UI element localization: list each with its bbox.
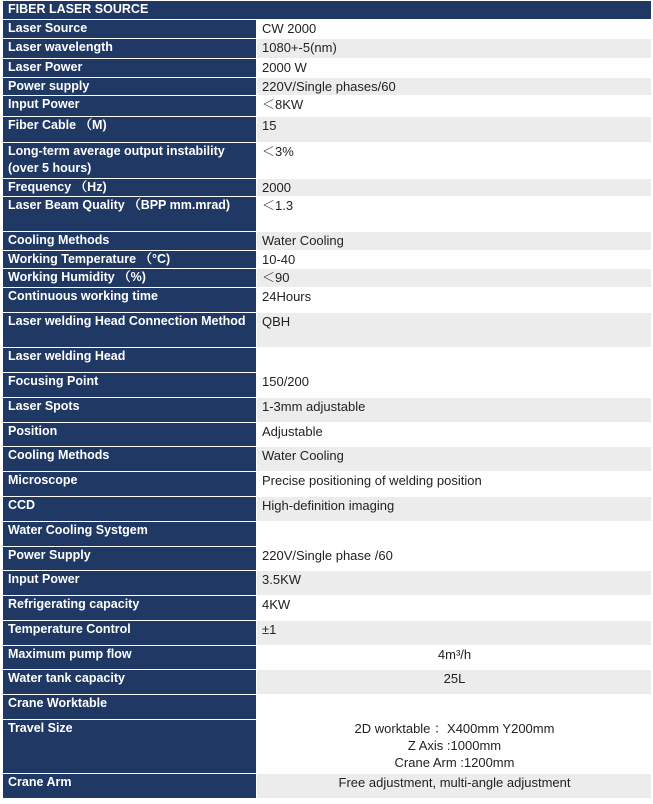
spec-label: Cooling Methods	[3, 447, 257, 472]
spec-label: Laser welding Head Connection Method	[3, 313, 257, 348]
spec-row	[3, 621, 652, 646]
spec-label: Input Power	[3, 96, 257, 117]
spec-value: 10-40	[257, 251, 652, 269]
spec-value: QBH	[257, 313, 652, 348]
section-filler	[257, 348, 652, 373]
spec-row	[3, 313, 652, 348]
spec-value: 4m³/h	[257, 646, 652, 670]
spec-row	[3, 288, 652, 313]
spec-value-line: Z Axis :1000mm	[407, 738, 502, 753]
title-row	[3, 1, 652, 20]
spec-value: Precise positioning of welding position	[257, 472, 652, 497]
spec-row	[3, 373, 652, 398]
spec-row	[3, 547, 652, 571]
spec-value: 2000 W	[257, 59, 652, 78]
spec-row	[3, 20, 652, 39]
spec-value: 220V/Single phases/60	[257, 78, 652, 96]
spec-label: Microscope	[3, 472, 257, 497]
spec-label: Working Humidity （%)	[3, 269, 257, 288]
spec-label: Power Supply	[3, 547, 257, 571]
spec-label: Long-term average output instability (over 5 hours)	[3, 143, 257, 179]
spec-row	[3, 39, 652, 59]
spec-value: ±1	[257, 621, 652, 646]
spec-table	[2, 0, 652, 799]
spec-row	[3, 269, 652, 288]
spec-row	[3, 96, 652, 117]
spec-value-line: Crane Arm :1200mm	[394, 755, 515, 770]
spec-label: Position	[3, 423, 257, 447]
spec-row	[3, 423, 652, 447]
section-row	[3, 695, 652, 720]
spec-label: Laser Spots	[3, 398, 257, 423]
spec-value: 3.5KW	[257, 571, 652, 596]
spec-row	[3, 447, 652, 472]
section-filler	[257, 695, 652, 720]
section-title: Laser welding Head	[3, 348, 257, 373]
spec-value: 220V/Single phase /60	[257, 547, 652, 571]
spec-row	[3, 197, 652, 232]
spec-label: Laser wavelength	[3, 39, 257, 59]
spec-row	[3, 59, 652, 78]
spec-value	[257, 720, 652, 774]
spec-value-line: 2D worktable ：X400mm Y200mm	[354, 721, 555, 736]
spec-label: Focusing Point	[3, 373, 257, 398]
spec-value: Adjustable	[257, 423, 652, 447]
spec-row	[3, 670, 652, 695]
spec-value: 4KW	[257, 596, 652, 621]
spec-value: 2000	[257, 179, 652, 197]
spec-row	[3, 472, 652, 497]
spec-label: Frequency （Hz)	[3, 179, 257, 197]
spec-row	[3, 251, 652, 269]
spec-row	[3, 78, 652, 96]
spec-label: Power supply	[3, 78, 257, 96]
section-title: Water Cooling Systgem	[3, 522, 257, 547]
spec-label: Continuous working time	[3, 288, 257, 313]
spec-row	[3, 497, 652, 522]
spec-value: Free adjustment, multi-angle adjustment	[257, 774, 652, 799]
spec-label: Laser Power	[3, 59, 257, 78]
spec-value: ＜3%	[257, 143, 652, 179]
spec-value: 1-3mm adjustable	[257, 398, 652, 423]
spec-value: 24Hours	[257, 288, 652, 313]
section-row	[3, 522, 652, 547]
table-title: FIBER LASER SOURCE	[3, 1, 652, 20]
spec-row	[3, 571, 652, 596]
spec-row	[3, 646, 652, 670]
spec-label: Maximum pump flow	[3, 646, 257, 670]
spec-value: ＜1.3	[257, 197, 652, 232]
spec-row	[3, 117, 652, 143]
spec-label: Crane Arm	[3, 774, 257, 799]
spec-label: Working Temperature （°C)	[3, 251, 257, 269]
section-filler	[257, 522, 652, 547]
spec-value: 15	[257, 117, 652, 143]
spec-label: Fiber Cable （M)	[3, 117, 257, 143]
spec-row	[3, 596, 652, 621]
spec-row	[3, 720, 652, 774]
spec-label: Input Power	[3, 571, 257, 596]
spec-value: CW 2000	[257, 20, 652, 39]
spec-value: High-definition imaging	[257, 497, 652, 522]
spec-value: 25L	[257, 670, 652, 695]
spec-row	[3, 143, 652, 179]
section-title: Crane Worktable	[3, 695, 257, 720]
spec-label: Water tank capacity	[3, 670, 257, 695]
spec-row	[3, 232, 652, 251]
spec-value: ＜90	[257, 269, 652, 288]
spec-value: 1080+-5(nm)	[257, 39, 652, 59]
spec-label: Refrigerating capacity	[3, 596, 257, 621]
spec-label: CCD	[3, 497, 257, 522]
spec-value: 150/200	[257, 373, 652, 398]
spec-value: Water Cooling	[257, 447, 652, 472]
spec-row	[3, 774, 652, 799]
spec-value: Water Cooling	[257, 232, 652, 251]
spec-label: Cooling Methods	[3, 232, 257, 251]
spec-row	[3, 179, 652, 197]
spec-label: Laser Beam Quality （BPP mm.mrad)	[3, 197, 257, 232]
spec-label: Laser Source	[3, 20, 257, 39]
spec-value: ＜8KW	[257, 96, 652, 117]
spec-label: Temperature Control	[3, 621, 257, 646]
spec-row	[3, 398, 652, 423]
section-row	[3, 348, 652, 373]
spec-label: Travel Size	[3, 720, 257, 774]
